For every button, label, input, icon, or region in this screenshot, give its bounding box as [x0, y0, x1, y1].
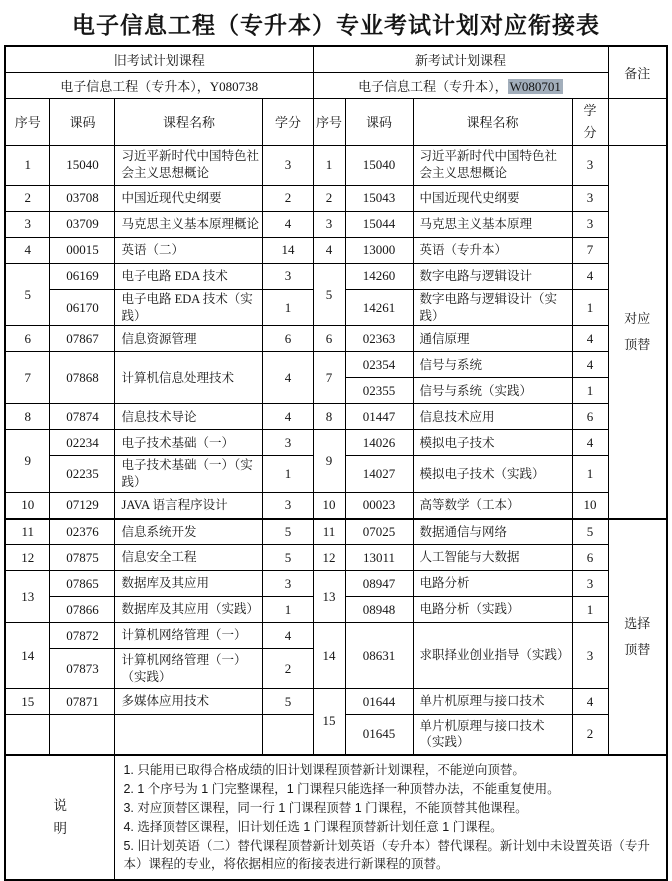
credit-cell: 7 [572, 237, 608, 263]
table-row [5, 623, 667, 649]
seq-cell: 13 [5, 571, 50, 623]
seq-cell: 11 [5, 519, 50, 545]
name-cell: 电路分析 [413, 571, 572, 597]
seq-cell: 6 [5, 326, 50, 352]
name-cell: 多媒体应用技术 [115, 689, 263, 715]
note-line: 4. 选择顶替区课程，旧计划任选 1 门课程顶替新计划任意 1 门课程。 [123, 820, 503, 835]
new-col-credit: 学分 [572, 98, 608, 145]
code-cell: 07867 [50, 326, 115, 352]
code-cell: 03708 [50, 185, 115, 211]
table-row [5, 689, 667, 715]
seq-cell: 5 [313, 263, 345, 326]
table-row [5, 519, 667, 545]
code-cell: 02354 [345, 352, 413, 378]
seq-cell: 14 [5, 623, 50, 689]
name-cell: 马克思主义基本原理概论 [115, 211, 263, 237]
empty-cell [50, 715, 115, 755]
code-cell: 07866 [50, 597, 115, 623]
credit-cell: 3 [572, 185, 608, 211]
credit-cell: 3 [263, 430, 313, 456]
empty-cell [5, 715, 50, 755]
code-cell: 02363 [345, 326, 413, 352]
code-cell: 02235 [50, 456, 115, 493]
credit-cell: 1 [572, 456, 608, 493]
name-cell: 马克思主义基本原理 [413, 211, 572, 237]
credit-cell: 6 [572, 404, 608, 430]
name-cell: 模拟电子技术 [413, 430, 572, 456]
code-cell: 13011 [345, 545, 413, 571]
table-row [5, 237, 667, 263]
name-cell: 信息系统开发 [115, 519, 263, 545]
empty-cell [263, 715, 313, 755]
name-cell: 数据库及其应用 [115, 571, 263, 597]
name-cell: 信号与系统 [413, 352, 572, 378]
notes-label-cell: 说明 [5, 755, 115, 881]
name-cell: 中国近现代史纲要 [115, 185, 263, 211]
code-cell: 06169 [50, 263, 115, 289]
name-cell: 求职择业创业指导（实践） [413, 623, 572, 689]
code-cell: 08947 [345, 571, 413, 597]
credit-cell: 5 [263, 519, 313, 545]
new-major-prefix: 电子信息工程（专升本）， [358, 78, 508, 94]
name-cell: 习近平新时代中国特色社会主义思想概论 [413, 145, 572, 185]
code-cell: 07865 [50, 571, 115, 597]
name-cell: 单片机原理与接口技术 [413, 689, 572, 715]
seq-cell: 3 [313, 211, 345, 237]
remark-choose-cell: 选择顶替 [608, 519, 667, 755]
seq-cell: 6 [313, 326, 345, 352]
credit-cell: 3 [263, 571, 313, 597]
table-row [5, 352, 667, 378]
code-cell: 15043 [345, 185, 413, 211]
name-cell: 计算机信息处理技术 [115, 352, 263, 404]
remark-empty-cell [608, 98, 667, 145]
table-row [5, 545, 667, 571]
notes-body-cell [115, 755, 667, 881]
credit-cell: 1 [263, 597, 313, 623]
seq-cell: 9 [313, 430, 345, 493]
credit-cell: 3 [263, 493, 313, 519]
credit-cell: 4 [572, 263, 608, 289]
seq-cell: 11 [313, 519, 345, 545]
name-cell: 习近平新时代中国特色社会主义思想概论 [115, 145, 263, 185]
table-row [5, 145, 667, 185]
credit-cell: 4 [572, 689, 608, 715]
note-line: 5. 旧计划英语（二）替代课程顶替新计划英语（专升本）替代课程。新计划中未设置英语（专升本）课程的专业，将依据相应的衔接表进行新课程的顶替。 [123, 839, 650, 872]
code-cell: 03709 [50, 211, 115, 237]
seq-cell: 7 [313, 352, 345, 404]
code-cell: 07875 [50, 545, 115, 571]
note-line: 3. 对应顶替区课程，同一行 1 门课程顶替 1 门课程，不能顶替其他课程。 [123, 800, 528, 815]
seq-cell: 10 [5, 493, 50, 519]
name-cell: 英语（二） [115, 237, 263, 263]
credit-cell: 4 [263, 211, 313, 237]
seq-cell: 15 [5, 689, 50, 715]
code-cell: 07025 [345, 519, 413, 545]
name-cell: 电子技术基础（一）（实践） [115, 456, 263, 493]
seq-cell: 8 [313, 404, 345, 430]
credit-cell: 3 [572, 211, 608, 237]
new-col-code: 课码 [345, 98, 413, 145]
credit-cell: 4 [263, 404, 313, 430]
code-cell: 07129 [50, 493, 115, 519]
name-cell: 信息技术应用 [413, 404, 572, 430]
credit-cell: 5 [263, 689, 313, 715]
credit-cell: 3 [572, 571, 608, 597]
remark-correspond-cell: 对应顶替 [608, 145, 667, 519]
credit-cell: 14 [263, 237, 313, 263]
code-cell: 07873 [50, 649, 115, 689]
seq-cell: 14 [313, 623, 345, 689]
seq-cell: 8 [5, 404, 50, 430]
credit-cell: 1 [263, 289, 313, 326]
credit-cell: 4 [263, 352, 313, 404]
name-cell: 计算机网络管理（一） [115, 623, 263, 649]
seq-cell: 2 [5, 185, 50, 211]
empty-cell [115, 715, 263, 755]
seq-cell: 7 [5, 352, 50, 404]
name-cell: 电子电路 EDA 技术 [115, 263, 263, 289]
remark-header: 备注 [608, 46, 667, 98]
name-cell: 单片机原理与接口技术（实践） [413, 715, 572, 755]
code-cell: 15044 [345, 211, 413, 237]
name-cell: 通信原理 [413, 326, 572, 352]
credit-cell: 3 [572, 623, 608, 689]
name-cell: 高等数学（工本） [413, 493, 572, 519]
code-cell: 14260 [345, 263, 413, 289]
new-col-name: 课程名称 [413, 98, 572, 145]
seq-cell: 15 [313, 689, 345, 755]
name-cell: 数据通信与网络 [413, 519, 572, 545]
name-cell: 英语（专升本） [413, 237, 572, 263]
table-row [5, 185, 667, 211]
credit-cell: 1 [572, 597, 608, 623]
name-cell: 电子电路 EDA 技术（实践） [115, 289, 263, 326]
notes-row [5, 755, 667, 881]
credit-cell: 4 [263, 623, 313, 649]
new-col-seq: 序号 [313, 98, 345, 145]
credit-cell: 1 [572, 289, 608, 326]
code-cell: 01644 [345, 689, 413, 715]
credit-cell: 4 [572, 352, 608, 378]
code-cell: 01447 [345, 404, 413, 430]
old-col-name: 课程名称 [115, 98, 263, 145]
old-plan-header: 旧考试计划课程 [5, 46, 313, 72]
table-row [5, 326, 667, 352]
seq-cell: 9 [5, 430, 50, 493]
seq-cell: 1 [313, 145, 345, 185]
seq-cell: 12 [5, 545, 50, 571]
credit-cell: 3 [572, 145, 608, 185]
name-cell: 电路分析（实践） [413, 597, 572, 623]
name-cell: 信息安全工程 [115, 545, 263, 571]
credit-cell: 2 [263, 185, 313, 211]
new-plan-header: 新考试计划课程 [313, 46, 608, 72]
code-cell: 00015 [50, 237, 115, 263]
old-col-credit: 学分 [263, 98, 313, 145]
credit-cell: 3 [263, 145, 313, 185]
seq-cell: 3 [5, 211, 50, 237]
old-col-seq: 序号 [5, 98, 50, 145]
table-row [5, 430, 667, 456]
old-major-label: 电子信息工程（专升本），Y080738 [5, 72, 313, 98]
code-cell: 08948 [345, 597, 413, 623]
name-cell: 信息资源管理 [115, 326, 263, 352]
name-cell: 人工智能与大数据 [413, 545, 572, 571]
credit-cell: 5 [263, 545, 313, 571]
page-title: 电子信息工程（专升本）专业考试计划对应衔接表 [72, 12, 600, 38]
course-mapping-table [4, 45, 668, 881]
seq-cell: 4 [313, 237, 345, 263]
name-cell: 计算机网络管理（一）（实践） [115, 649, 263, 689]
code-cell: 07874 [50, 404, 115, 430]
credit-cell: 6 [572, 545, 608, 571]
seq-cell: 13 [313, 571, 345, 623]
code-cell: 07868 [50, 352, 115, 404]
new-major-code-highlight: W080701 [509, 78, 561, 94]
credit-cell: 5 [572, 519, 608, 545]
code-cell: 14261 [345, 289, 413, 326]
code-cell: 02355 [345, 378, 413, 404]
seq-cell: 2 [313, 185, 345, 211]
name-cell: 数字电路与逻辑设计 [413, 263, 572, 289]
name-cell: 电子技术基础（一） [115, 430, 263, 456]
name-cell: 数字电路与逻辑设计（实践） [413, 289, 572, 326]
credit-cell: 2 [263, 649, 313, 689]
code-cell: 08631 [345, 623, 413, 689]
note-line: 1. 只能用已取得合格成绩的旧计划课程顶替新计划课程，不能逆向顶替。 [123, 762, 525, 777]
code-cell: 14027 [345, 456, 413, 493]
code-cell: 02376 [50, 519, 115, 545]
credit-cell: 4 [572, 430, 608, 456]
code-cell: 02234 [50, 430, 115, 456]
seq-cell: 10 [313, 493, 345, 519]
name-cell: 中国近现代史纲要 [413, 185, 572, 211]
seq-cell: 4 [5, 237, 50, 263]
table-row [5, 263, 667, 289]
credit-cell: 6 [263, 326, 313, 352]
code-cell: 15040 [345, 145, 413, 185]
code-cell: 07871 [50, 689, 115, 715]
seq-cell: 5 [5, 263, 50, 326]
credit-cell: 4 [572, 326, 608, 352]
new-major-label [313, 72, 608, 98]
code-cell: 14026 [345, 430, 413, 456]
old-col-code: 课码 [50, 98, 115, 145]
seq-cell: 12 [313, 545, 345, 571]
table-row [5, 404, 667, 430]
table-row [5, 493, 667, 519]
credit-cell: 1 [263, 456, 313, 493]
credit-cell: 1 [572, 378, 608, 404]
code-cell: 00023 [345, 493, 413, 519]
name-cell: 信号与系统（实践） [413, 378, 572, 404]
code-cell: 06170 [50, 289, 115, 326]
credit-cell: 10 [572, 493, 608, 519]
code-cell: 15040 [50, 145, 115, 185]
code-cell: 07872 [50, 623, 115, 649]
name-cell: JAVA 语言程序设计 [115, 493, 263, 519]
name-cell: 信息技术导论 [115, 404, 263, 430]
note-line: 2. 1 个序号为 1 门完整课程，1 门课程只能选择一种顶替办法，不能重复使用。 [123, 781, 560, 796]
name-cell: 数据库及其应用（实践） [115, 597, 263, 623]
table-row [5, 571, 667, 597]
code-cell: 01645 [345, 715, 413, 755]
seq-cell: 1 [5, 145, 50, 185]
name-cell: 模拟电子技术（实践） [413, 456, 572, 493]
table-row [5, 211, 667, 237]
code-cell: 13000 [345, 237, 413, 263]
credit-cell: 3 [263, 263, 313, 289]
credit-cell: 2 [572, 715, 608, 755]
